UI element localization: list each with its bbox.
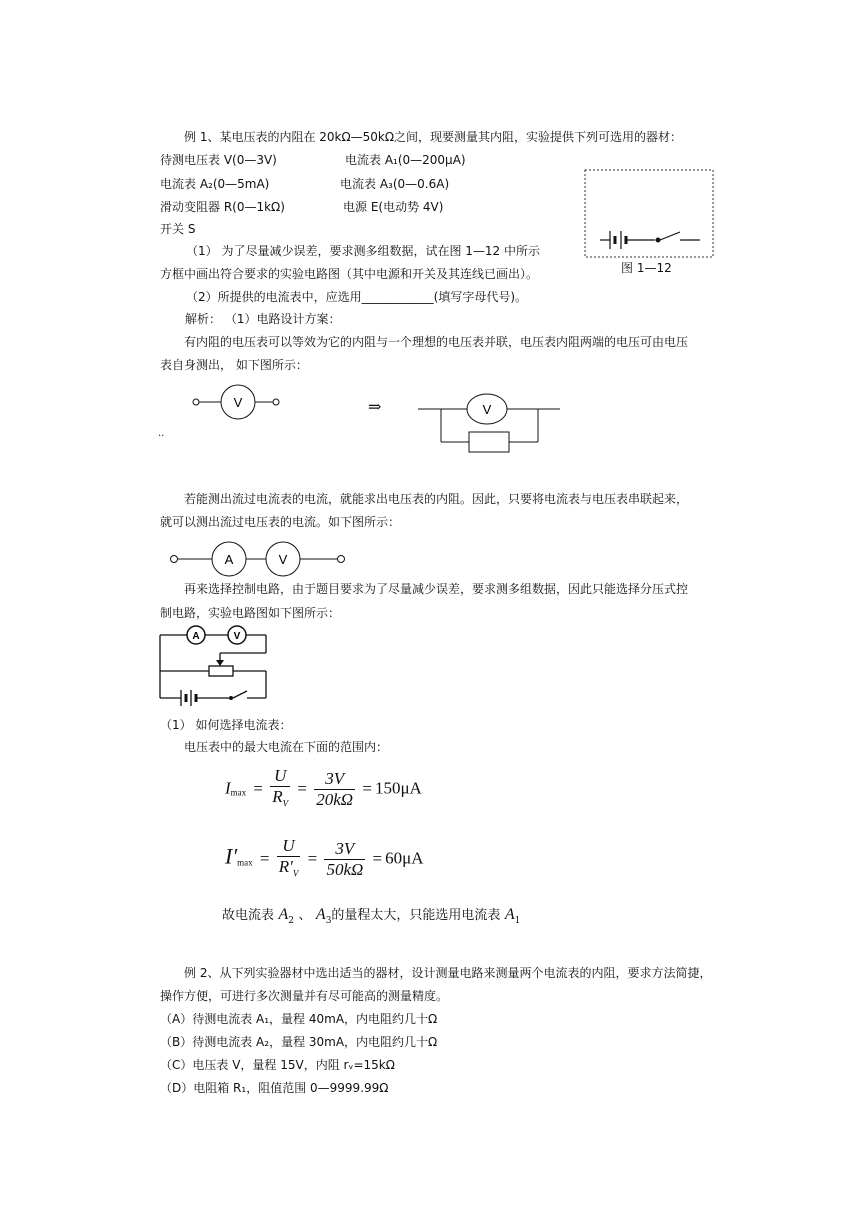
analysis-heading: 解析： （1）电路设计方案： [185,312,341,326]
voltmeter-label-circuit: V [233,631,241,642]
conclusion-a3: A [315,906,326,923]
eq2-den-sub: V [292,868,299,879]
sub-heading-choose-ammeter: （1） 如何选择电流表： [160,718,292,732]
question-1-line1: （1） 为了尽量减少误差，要求测多组数据，试在图 1—12 中所示 [186,244,540,258]
eq2-lhs-sub: max [237,857,253,868]
eq2-lhs: I′ [225,843,238,869]
paragraph-3-line2: 制电路，实验电路图如下图所示： [160,606,341,620]
ex2-item-c: （C）电压表 V，量程 15V，内阻 rᵥ=15kΩ [160,1058,395,1072]
voltmeter-label-equivalent: V [482,402,492,417]
voltmeter-label: V [233,395,243,410]
eq1-num: U [274,766,287,785]
eq2-num: U [282,836,295,855]
eq1-result: 150μA [374,778,422,798]
paragraph-1-line2: 表自身测出， 如下图所示： [160,358,308,372]
eq1-den2: 20kΩ [316,790,354,810]
ammeter-label-circuit: A [192,631,200,642]
eq1-lhs: I [225,778,231,798]
eq1-num2: 3V [325,769,345,789]
figure-1-12-caption: 图 1—12 [621,261,672,275]
ammeter-label: A [224,552,234,567]
equipment-ammeter-a2: 电流表 A₂(0—5mA) [160,177,270,191]
eq1-den: R [272,787,283,806]
paragraph-1-line1: 有内阻的电压表可以等效为它的内阻与一个理想的电压表并联，电压表内阻两端的电压可由电压 [184,335,689,349]
equation-1: Imax = $\frac{U}{R_V}$ = $\frac{3V}{20k\Omega}$ = 150μA [225,766,422,810]
conclusion-line [222,906,520,930]
conclusion-a2: A [278,906,289,923]
conclusion-prefix: 故电流表 [222,908,275,923]
eq2-num2: 3V [335,839,355,859]
conclusion-a2-sub: 2 [288,915,294,926]
ex2-item-d: （D）电阻箱 R₁，阻值范围 0—9999.99Ω [160,1081,389,1095]
equipment-switch: 开关 S [160,222,196,236]
eq1-den-sub: V [282,798,289,809]
equivalence-arrow: ⇒ [368,397,382,416]
range-text: 电压表中的最大电流在下面的范围内： [184,740,389,754]
conclusion-sep: 、 [298,908,312,923]
conclusion-a1-sub: 1 [514,915,521,926]
ex1-intro: 例 1、某电压表的内阻在 20kΩ—50kΩ之间，现要测量其内阻，实验提供下列可选用的器材： [184,130,683,144]
question-1-line2: 方框中画出符合要求的实验电路图（其中电源和开关及其连线已画出）。 [160,267,539,281]
equipment-voltmeter: 待测电压表 V(0—3V) [160,153,277,167]
paragraph-3-line1: 再来选择控制电路，由于题目要求为了尽量减少误差，要求测多组数据，因此只能选择分压式控 [184,582,689,596]
conclusion-a3-sub: 3 [325,915,332,926]
voltmeter-label-series: V [278,552,288,567]
eq2-den2: 50kΩ [326,860,364,880]
ex2-intro-line2: 操作方便，可进行多次测量并有尽可能高的测量精度。 [160,989,449,1003]
equipment-source: 电源 E(电动势 4V) [343,200,444,214]
paragraph-2-line2: 就可以测出流过电压表的电流。如下图所示： [160,515,401,529]
paragraph-2-line1: 若能测出流过电流表的电流，就能求出电压表的内阻。因此，只要将电流表与电压表串联起来， [184,492,689,506]
stray-dots: .. [158,428,165,439]
ex2-item-b: （B）待测电流表 A₂，量程 30mA，内电阻约几十Ω [160,1035,438,1049]
eq2-result: 60μA [385,848,424,868]
equipment-rheostat: 滑动变阻器 R(0—1kΩ) [160,200,285,214]
ex2-intro-line1: 例 2、从下列实验器材中选出适当的器材，设计测量电路来测量两个电流表的内阻，要求方法简捷， [184,966,712,980]
ex2-item-a: （A）待测电流表 A₁，量程 40mA，内电阻约几十Ω [160,1012,438,1026]
question-2: （2）所提供的电流表中，应选用____________(填写字母代号)。 [186,290,527,304]
eq2-den: R′ [278,857,293,876]
equation-2: I′max = $\frac{U}{R'_V}$ = $\frac{3V}{50k\Omega}$ = 60μA [225,836,424,880]
eq1-lhs-sub: max [230,787,247,798]
conclusion-a1: A [504,906,515,923]
conclusion-middle: 的量程太大，只能选用电流表 [331,908,501,923]
equipment-ammeter-a1: 电流表 A₁(0—200μA) [345,153,466,167]
equipment-ammeter-a3: 电流表 A₃(0—0.6A) [340,177,450,191]
